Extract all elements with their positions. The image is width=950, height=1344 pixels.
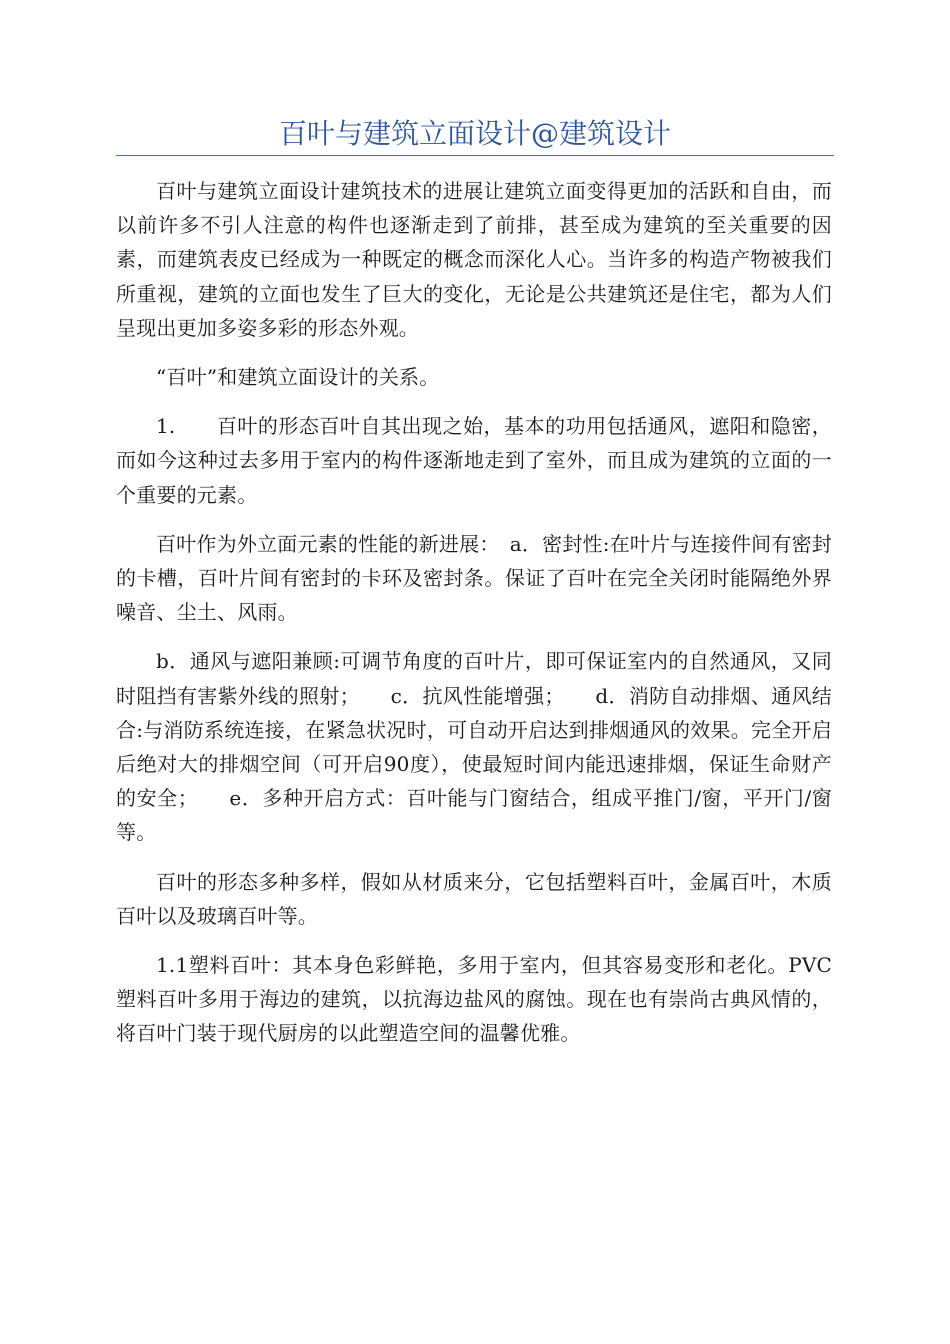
paragraph-plastic-louver: 1.1塑料百叶：其本身色彩鲜艳，多用于室内，但其容易变形和老化。PVC塑料百叶多用于海边的建筑，以抗海边盐风的腐蚀。现在也有崇尚古典风情的，将百叶门装于现代厨房的以此塑造空间的温馨优雅。: [116, 953, 832, 1046]
paragraph-relation-heading: “百叶”和建筑立面设计的关系。: [156, 365, 440, 390]
paragraph-materials: 百叶的形态多种多样，假如从材质来分，它包括塑料百叶，金属百叶，木质百叶以及玻璃百叶等。: [116, 869, 832, 928]
title-underline: [116, 155, 834, 156]
paragraph-performance-sealing: 百叶作为外立面元素的性能的新进展： a．密封性:在叶片与连接件间有密封的卡槽，百叶片间有密封的卡环及密封条。保证了百叶在完全关闭时能隔绝外界噪音、尘土、风雨。: [116, 531, 832, 625]
paragraph-intro: 百叶与建筑立面设计建筑技术的进展让建筑立面变得更加的活跃和自由，而以前许多不引人注意的构件也逐渐走到了前排，甚至成为建筑的至关重要的因素，而建筑表皮已经成为一种既定的概念而深化人心。当许多的构造产物被我们所重视，建筑的立面也发生了巨大的变化，无论是公共建筑还是住宅，都为人们呈现出更加多姿多彩的形态外观。: [116, 179, 832, 340]
paragraph-performance-ventilation: b．通风与遮阳兼顾:可调节角度的百叶片，即可保证室内的自然通风，又同时阻挡有害紫外线的照射； c．抗风性能增强； d．消防自动排烟、通风结合:与消防系统连接，在紧急状况时，可自动开启达到排烟通风的效果。完全开启后绝对大的排烟空间（可开启90度），使最短时间内能迅速排烟，保证生命财产的安全； e．多种开启方式：百叶能与门窗结合，组成平推门/窗，平开门/窗等。: [116, 649, 832, 845]
paragraph-louver-form: 1. 百叶的形态百叶自其出现之始，基本的功用包括通风，遮阳和隐密，而如今这种过去多用于室内的构件逐渐地走到了室外，而且成为建筑的立面的一个重要的元素。: [116, 414, 832, 507]
document-body: [116, 174, 832, 1066]
document-title: 百叶与建筑立面设计@建筑设计: [278, 117, 671, 150]
